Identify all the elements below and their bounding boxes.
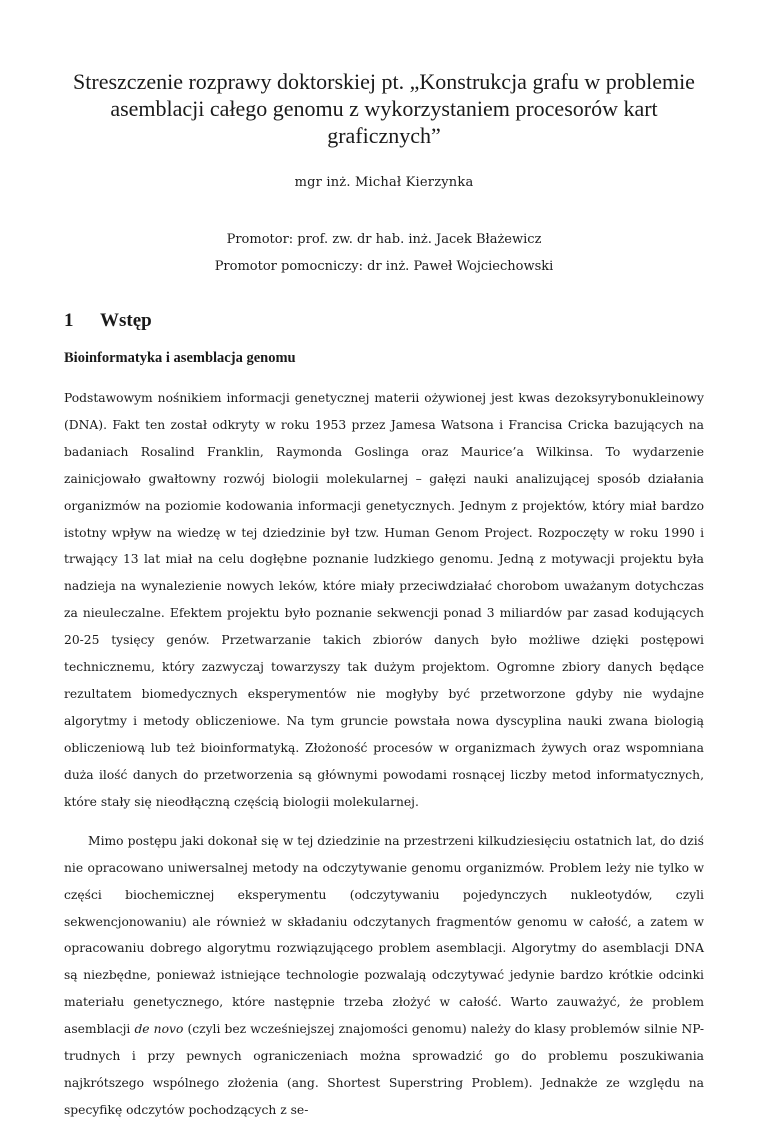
paragraph-2-text-a: Mimo postępu jaki dokonał się w tej dziedzinie na przestrzeni kilkudziesięciu ostatnich lat, do dziś nie opracowano uniwersalnej metody na odczytywanie genomu organizmów. Problem leży nie tylko w części biochemicznej eksperymentu (odczytywaniu pojedynczych nukleotydów, czyli sekwencjonowaniu) ale również w składaniu odczytanych fragmentów genomu w całość, a zatem w opracowaniu dobrego algorytmu rozwiązującego problem asemblacji. Algorytmy do asemblacji DNA są niezbędne, ponieważ istniejące technologie pozwalają odczytywać jedynie bardzo krótkie odcinki materiału genetycznego, które następnie trzeba złożyć w całość. Warto zauważyć, że problem asemblacji (64, 833, 704, 1037)
paragraph-2 (64, 828, 704, 1124)
section-number: 1 (64, 310, 74, 331)
paragraph-2-italic-term: de novo (134, 1022, 184, 1037)
assistant-promotor-line: Promotor pomocniczy: dr inż. Paweł Wojciechowski (214, 259, 554, 274)
document-page (64, 0, 704, 1136)
paragraph-1: Podstawowym nośnikiem informacji genetycznej materii ożywionej jest kwas dezoksyrybonukleinowy (DNA). Fakt ten został odkryty w roku 1953 przez Jamesa Watsona i Francisa Cricka bazujących na badaniach Rosalind Franklin, Raymonda Goslinga oraz Maurice’a Wilkinsa. To wydarzenie zainicjowało gwałtowny rozwój biologii molekularnej – gałęzi nauki analizującej sposób działania organizmów na poziomie kodowania informacji genetycznych. Jednym z projektów, który miał bardzo istotny wpływ na wiedzę w tej dziedzinie był tzw. Human Genom Project. Rozpoczęty w roku 1990 i trwający 13 lat miał na celu dogłębne poznanie ludzkiego genomu. Jedną z motywacji projektu była nadzieja na wynalezienie nowych leków, które miały przeciwdziałać chorobom uważanym dotychczas za nieuleczalne. Efektem projektu było poznanie sekwencji ponad 3 miliardów par zasad kodujących 20-25 tysięcy genów. Przetwarzanie takich zbiorów danych było możliwe dzięki postępowi technicznemu, który zazwyczaj towarzyszy tak dużym projektom. Ogromne zbiory danych będące rezultatem biomedycznych eksperymentów nie mogłyby być przetworzone gdyby nie wydajne algorytmy i metody obliczeniowe. Na tym gruncie powstała nowa dyscyplina nauki zwana biologią obliczeniową lub też bioinformatyką. Złożoność procesów w organizmach żywych oraz wspomniana duża ilość danych do przetworzenia są głównymi powodami rosnącej liczby metod informatycznych, które stały się nieodłączną częścią biologii molekularnej. (64, 391, 704, 809)
document-title: Streszczenie rozprawy doktorskiej pt. „Konstrukcja grafu w problemie asemblacji całego genomu z wykorzystaniem procesorów kart graficznych” (73, 69, 695, 148)
section-title: Wstęp (100, 310, 152, 331)
subsection-heading: Bioinformatyka i asemblacja genomu (64, 350, 296, 366)
paragraph-2-text-b: (czyli bez wcześniejszej znajomości genomu) należy do klasy problemów silnie NP-trudnych i przy pewnych ograniczeniach można sprowadzić go do problemu poszukiwania najkrótszego wspólnego złożenia (ang. Shortest Superstring Problem). Jednakże ze względu na specyfikę odczytów pochodzących z se- (64, 1022, 704, 1117)
promotor-line: Promotor: prof. zw. dr hab. inż. Jacek Błażewicz (226, 232, 542, 247)
author-line: mgr inż. Michał Kierzynka (294, 175, 474, 190)
section-heading (64, 310, 704, 332)
